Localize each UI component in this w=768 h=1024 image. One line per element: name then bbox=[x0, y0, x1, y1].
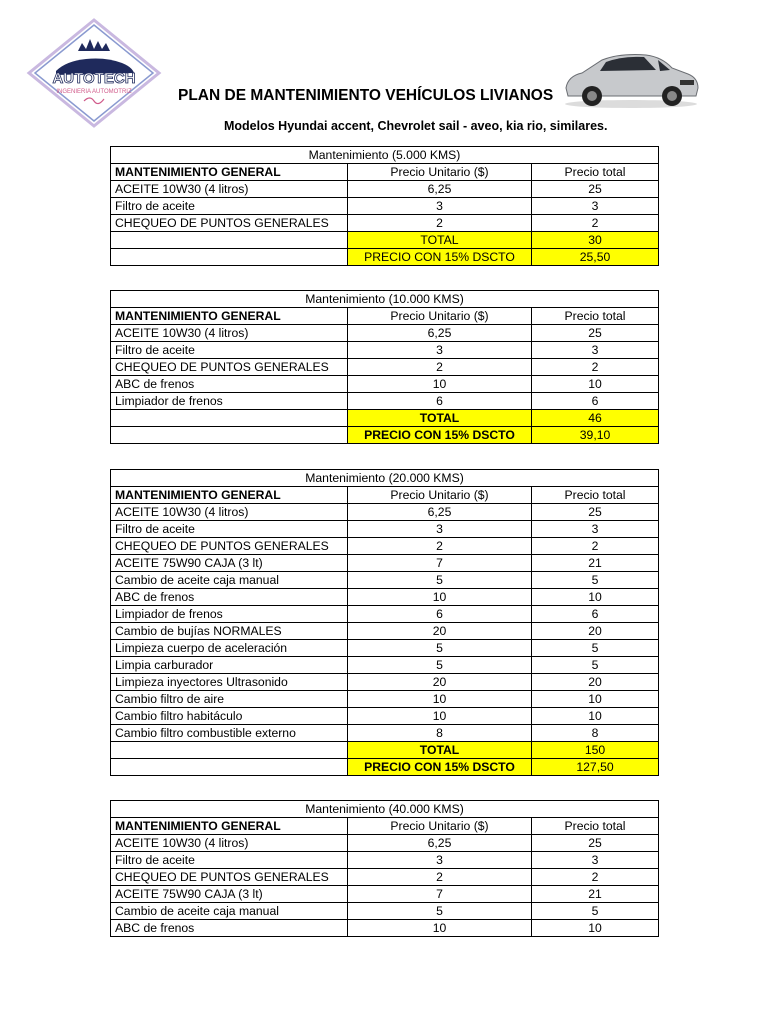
row-total-price: 2 bbox=[532, 215, 659, 232]
table-row bbox=[111, 342, 659, 359]
row-unit-price: 2 bbox=[348, 359, 532, 376]
row-total-price: 10 bbox=[532, 376, 659, 393]
discount-row bbox=[111, 427, 659, 444]
row-item: CHEQUEO DE PUNTOS GENERALES bbox=[111, 869, 348, 886]
page-subtitle: Modelos Hyundai accent, Chevrolet sail - aveo, kia rio, similares. bbox=[224, 119, 608, 133]
table-row bbox=[111, 640, 659, 657]
row-item: Cambio filtro combustible externo bbox=[111, 725, 348, 742]
table-row bbox=[111, 903, 659, 920]
row-unit-price: 8 bbox=[348, 725, 532, 742]
col-header-total: Precio total bbox=[532, 487, 659, 504]
row-total-price: 3 bbox=[532, 342, 659, 359]
row-item: ACEITE 75W90 CAJA (3 lt) bbox=[111, 886, 348, 903]
row-unit-price: 7 bbox=[348, 555, 532, 572]
row-unit-price: 6,25 bbox=[348, 835, 532, 852]
page-title: PLAN DE MANTENIMIENTO VEHÍCULOS LIVIANOS bbox=[178, 87, 554, 104]
table-row bbox=[111, 215, 659, 232]
row-item: Cambio de aceite caja manual bbox=[111, 572, 348, 589]
autotech-logo bbox=[26, 17, 162, 129]
row-total-price: 10 bbox=[532, 691, 659, 708]
table-row bbox=[111, 376, 659, 393]
row-unit-price: 3 bbox=[348, 521, 532, 538]
row-item: CHEQUEO DE PUNTOS GENERALES bbox=[111, 215, 348, 232]
table-row bbox=[111, 538, 659, 555]
row-unit-price: 10 bbox=[348, 376, 532, 393]
row-unit-price: 2 bbox=[348, 869, 532, 886]
row-item: ACEITE 10W30 (4 litros) bbox=[111, 835, 348, 852]
row-unit-price: 20 bbox=[348, 674, 532, 691]
col-header-total: Precio total bbox=[532, 164, 659, 181]
row-total-price: 5 bbox=[532, 640, 659, 657]
logo-brand-text: AUTOTECH bbox=[52, 70, 136, 87]
table-row bbox=[111, 198, 659, 215]
discount-value: 127,50 bbox=[532, 759, 659, 776]
row-unit-price: 3 bbox=[348, 342, 532, 359]
row-item: Limpiador de frenos bbox=[111, 393, 348, 410]
total-row bbox=[111, 410, 659, 427]
row-item: Filtro de aceite bbox=[111, 342, 348, 359]
col-header-item: MANTENIMIENTO GENERAL bbox=[111, 308, 348, 325]
row-unit-price: 6,25 bbox=[348, 504, 532, 521]
table-row bbox=[111, 521, 659, 538]
row-unit-price: 10 bbox=[348, 691, 532, 708]
table-caption: Mantenimiento (20.000 KMS) bbox=[111, 470, 659, 487]
table-row bbox=[111, 623, 659, 640]
row-item: Limpieza inyectores Ultrasonido bbox=[111, 674, 348, 691]
row-unit-price: 2 bbox=[348, 215, 532, 232]
total-row bbox=[111, 742, 659, 759]
row-total-price: 3 bbox=[532, 852, 659, 869]
row-item: Cambio de aceite caja manual bbox=[111, 903, 348, 920]
table-row bbox=[111, 325, 659, 342]
table-row bbox=[111, 181, 659, 198]
row-unit-price: 5 bbox=[348, 572, 532, 589]
row-total-price: 3 bbox=[532, 521, 659, 538]
row-unit-price: 2 bbox=[348, 538, 532, 555]
row-total-price: 25 bbox=[532, 325, 659, 342]
table-row bbox=[111, 708, 659, 725]
discount-value: 25,50 bbox=[532, 249, 659, 266]
logo-tagline-text: INGENIERIA AUTOMOTRIZ bbox=[56, 89, 132, 95]
row-item: Cambio de bujías NORMALES bbox=[111, 623, 348, 640]
row-total-price: 5 bbox=[532, 572, 659, 589]
discount-label: PRECIO CON 15% DSCTO bbox=[348, 759, 532, 776]
discount-value: 39,10 bbox=[532, 427, 659, 444]
table-row bbox=[111, 869, 659, 886]
row-unit-price: 6 bbox=[348, 393, 532, 410]
total-value: 30 bbox=[532, 232, 659, 249]
row-item: Limpieza cuerpo de aceleración bbox=[111, 640, 348, 657]
table-row bbox=[111, 572, 659, 589]
row-unit-price: 6,25 bbox=[348, 325, 532, 342]
row-total-price: 6 bbox=[532, 393, 659, 410]
row-unit-price: 6 bbox=[348, 606, 532, 623]
row-item: CHEQUEO DE PUNTOS GENERALES bbox=[111, 538, 348, 555]
discount-label: PRECIO CON 15% DSCTO bbox=[348, 249, 532, 266]
col-header-total: Precio total bbox=[532, 818, 659, 835]
total-label: TOTAL bbox=[348, 742, 532, 759]
row-total-price: 25 bbox=[532, 504, 659, 521]
table-row bbox=[111, 835, 659, 852]
discount-row bbox=[111, 759, 659, 776]
row-item: CHEQUEO DE PUNTOS GENERALES bbox=[111, 359, 348, 376]
row-item: ABC de frenos bbox=[111, 376, 348, 393]
row-unit-price: 3 bbox=[348, 198, 532, 215]
row-total-price: 2 bbox=[532, 359, 659, 376]
row-unit-price: 6,25 bbox=[348, 181, 532, 198]
row-unit-price: 10 bbox=[348, 920, 532, 937]
row-unit-price: 5 bbox=[348, 903, 532, 920]
row-total-price: 2 bbox=[532, 869, 659, 886]
total-label: TOTAL bbox=[348, 232, 532, 249]
row-total-price: 5 bbox=[532, 657, 659, 674]
row-item: ABC de frenos bbox=[111, 920, 348, 937]
row-unit-price: 7 bbox=[348, 886, 532, 903]
discount-label: PRECIO CON 15% DSCTO bbox=[348, 427, 532, 444]
col-header-unit: Precio Unitario ($) bbox=[348, 164, 532, 181]
row-unit-price: 5 bbox=[348, 640, 532, 657]
table-caption: Mantenimiento (10.000 KMS) bbox=[111, 291, 659, 308]
row-total-price: 10 bbox=[532, 589, 659, 606]
col-header-total: Precio total bbox=[532, 308, 659, 325]
table-row bbox=[111, 589, 659, 606]
col-header-unit: Precio Unitario ($) bbox=[348, 818, 532, 835]
table-row bbox=[111, 359, 659, 376]
table-caption: Mantenimiento (40.000 KMS) bbox=[111, 801, 659, 818]
table-row bbox=[111, 657, 659, 674]
row-total-price: 25 bbox=[532, 835, 659, 852]
row-unit-price: 10 bbox=[348, 589, 532, 606]
row-total-price: 3 bbox=[532, 198, 659, 215]
table-row bbox=[111, 691, 659, 708]
total-value: 46 bbox=[532, 410, 659, 427]
row-total-price: 21 bbox=[532, 886, 659, 903]
row-unit-price: 10 bbox=[348, 708, 532, 725]
maintenance-table-5000 bbox=[110, 146, 659, 266]
row-unit-price: 20 bbox=[348, 623, 532, 640]
row-item: Filtro de aceite bbox=[111, 198, 348, 215]
col-header-item: MANTENIMIENTO GENERAL bbox=[111, 818, 348, 835]
row-item: ABC de frenos bbox=[111, 589, 348, 606]
maintenance-table-10000 bbox=[110, 290, 659, 444]
row-unit-price: 5 bbox=[348, 657, 532, 674]
table-row bbox=[111, 555, 659, 572]
table-row bbox=[111, 725, 659, 742]
col-header-item: MANTENIMIENTO GENERAL bbox=[111, 487, 348, 504]
maintenance-table-40000 bbox=[110, 800, 659, 937]
row-total-price: 10 bbox=[532, 708, 659, 725]
discount-row bbox=[111, 249, 659, 266]
car-image bbox=[560, 46, 702, 110]
row-total-price: 2 bbox=[532, 538, 659, 555]
row-item: Filtro de aceite bbox=[111, 852, 348, 869]
table-row bbox=[111, 886, 659, 903]
row-total-price: 25 bbox=[532, 181, 659, 198]
row-item: Limpiador de frenos bbox=[111, 606, 348, 623]
table-row bbox=[111, 393, 659, 410]
row-total-price: 6 bbox=[532, 606, 659, 623]
table-row bbox=[111, 852, 659, 869]
row-total-price: 5 bbox=[532, 903, 659, 920]
col-header-item: MANTENIMIENTO GENERAL bbox=[111, 164, 348, 181]
total-label: TOTAL bbox=[348, 410, 532, 427]
col-header-unit: Precio Unitario ($) bbox=[348, 308, 532, 325]
table-row bbox=[111, 674, 659, 691]
row-item: ACEITE 10W30 (4 litros) bbox=[111, 181, 348, 198]
total-row bbox=[111, 232, 659, 249]
row-item: ACEITE 10W30 (4 litros) bbox=[111, 325, 348, 342]
maintenance-table-20000 bbox=[110, 469, 659, 776]
row-unit-price: 3 bbox=[348, 852, 532, 869]
total-value: 150 bbox=[532, 742, 659, 759]
row-item: ACEITE 75W90 CAJA (3 lt) bbox=[111, 555, 348, 572]
row-total-price: 20 bbox=[532, 674, 659, 691]
col-header-unit: Precio Unitario ($) bbox=[348, 487, 532, 504]
table-caption: Mantenimiento (5.000 KMS) bbox=[111, 147, 659, 164]
table-row bbox=[111, 920, 659, 937]
row-total-price: 8 bbox=[532, 725, 659, 742]
row-total-price: 10 bbox=[532, 920, 659, 937]
row-item: ACEITE 10W30 (4 litros) bbox=[111, 504, 348, 521]
row-item: Limpia carburador bbox=[111, 657, 348, 674]
row-total-price: 21 bbox=[532, 555, 659, 572]
row-item: Cambio filtro habitáculo bbox=[111, 708, 348, 725]
row-item: Cambio filtro de aire bbox=[111, 691, 348, 708]
row-total-price: 20 bbox=[532, 623, 659, 640]
table-row bbox=[111, 606, 659, 623]
row-item: Filtro de aceite bbox=[111, 521, 348, 538]
table-row bbox=[111, 504, 659, 521]
